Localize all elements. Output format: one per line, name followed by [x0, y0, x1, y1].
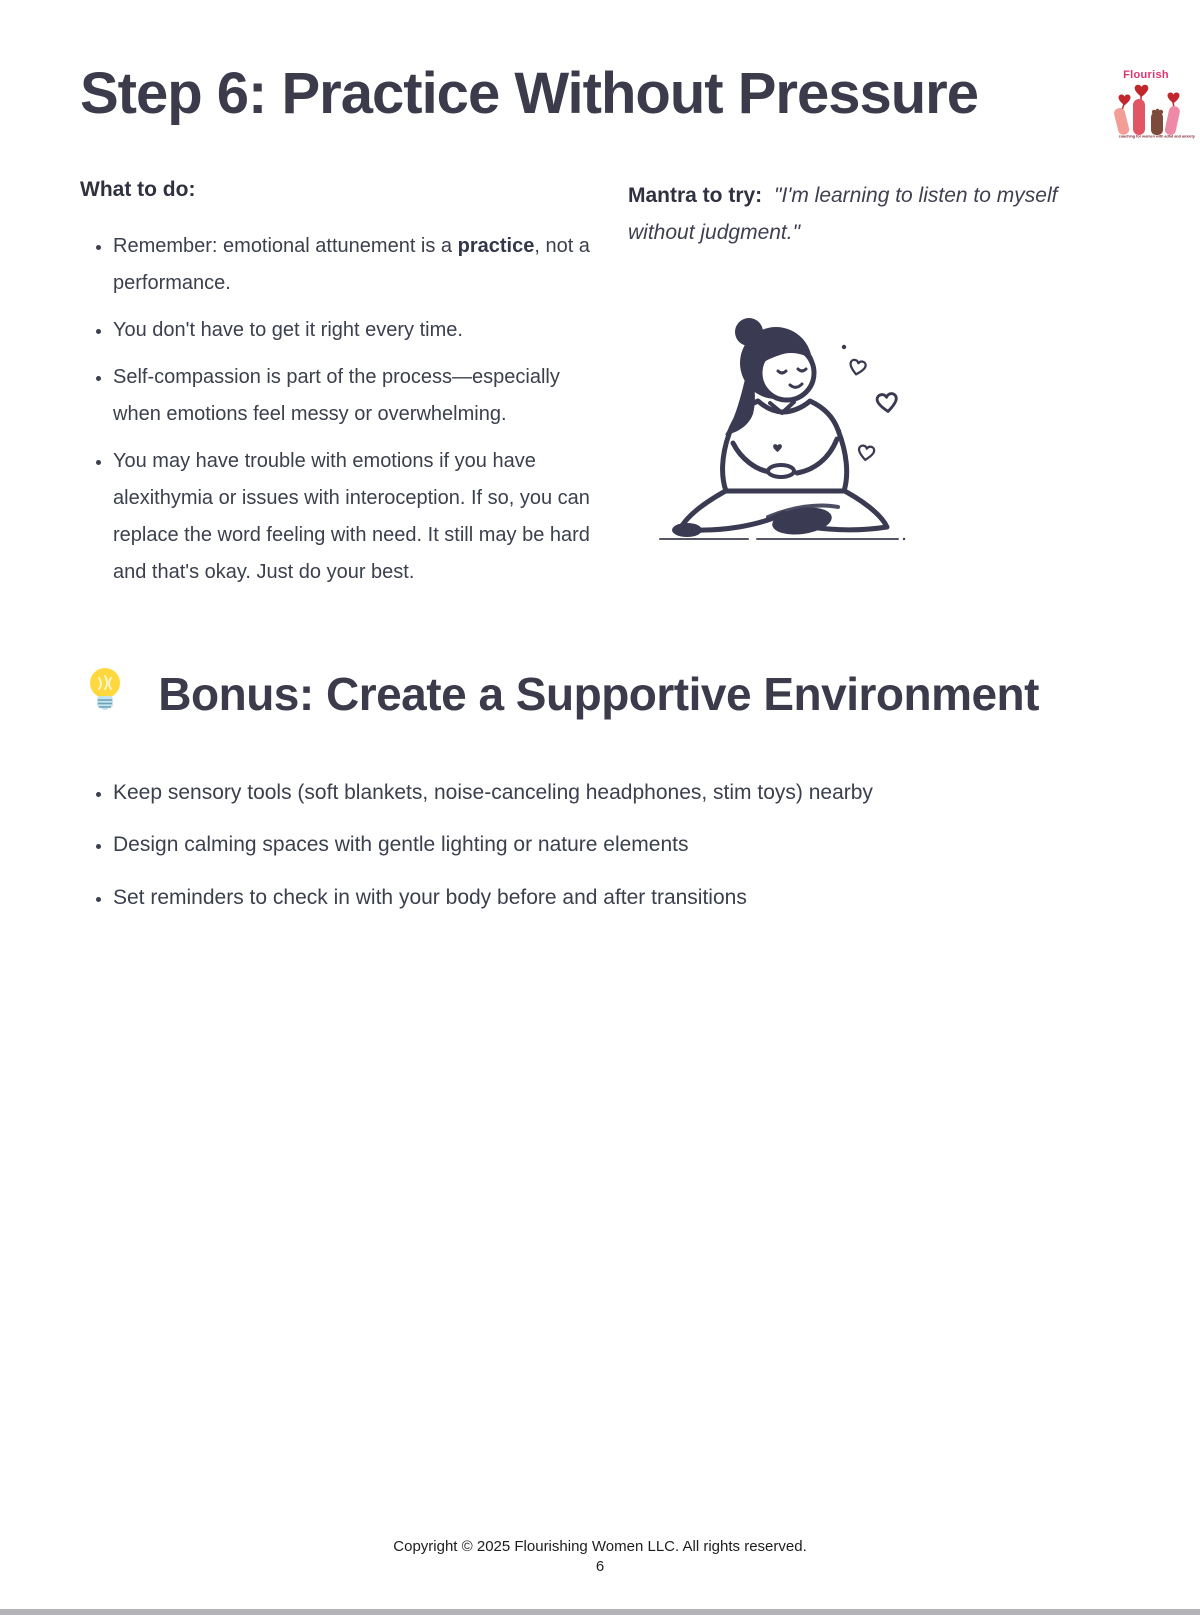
list-item: • Remember: emotional attunement is a practice, not a performance.: [113, 228, 600, 302]
logo-tagline: coaching for women with adhd and anxiety: [1118, 135, 1195, 139]
document-page: [0, 62, 1200, 912]
page-bottom-divider: [0, 1609, 1200, 1615]
logo-brand-text: Flourish: [1123, 69, 1169, 81]
page-title: Step 6: Practice Without Pressure: [80, 61, 978, 126]
two-column-section: [80, 178, 1120, 601]
what-to-do-heading: What to do:: [80, 177, 196, 201]
page-number: 6: [595, 1558, 605, 1575]
flourish-logo: [1102, 69, 1195, 141]
bonus-list: [80, 778, 1120, 912]
list-item: • Design calming spaces with gentle lighting or nature elements: [113, 830, 1120, 859]
raised-hands-hearts-icon: [1102, 83, 1190, 135]
list-item: • You may have trouble with emotions if you have alexithymia or issues with interoception. If so, you can replace the word feeling with need. It still may be hard and that's okay. Just do your best.: [113, 443, 600, 591]
list-item: • Self-compassion is part of the process—especially when emotions feel messy or overwhelming.: [113, 359, 600, 433]
what-to-do-column: [80, 178, 600, 601]
list-item: • Keep sensory tools (soft blankets, noise-canceling headphones, stim toys) nearby: [113, 778, 1120, 807]
mantra-column: [628, 178, 1120, 601]
copyright-text: Copyright © 2025 Flourishing Women LLC. All rights reserved.: [393, 1538, 807, 1555]
list-item: • You don't have to get it right every time.: [113, 312, 600, 349]
mantra-paragraph: [628, 178, 1120, 252]
lightbulb-icon: [80, 674, 142, 726]
mantra-quote: "I'm learning to listen to myself without judgment.": [628, 183, 1058, 244]
bonus-heading-text: Bonus: Create a Supportive Environment: [158, 667, 1039, 720]
list-item: • Set reminders to check in with your body before and after transitions: [113, 883, 1120, 912]
what-to-do-list: [80, 228, 600, 591]
meditating-woman-illustration: [630, 317, 1120, 557]
mantra-label: Mantra to try:: [628, 183, 763, 207]
bonus-heading: [80, 659, 1120, 736]
page-footer: [0, 1538, 1200, 1575]
